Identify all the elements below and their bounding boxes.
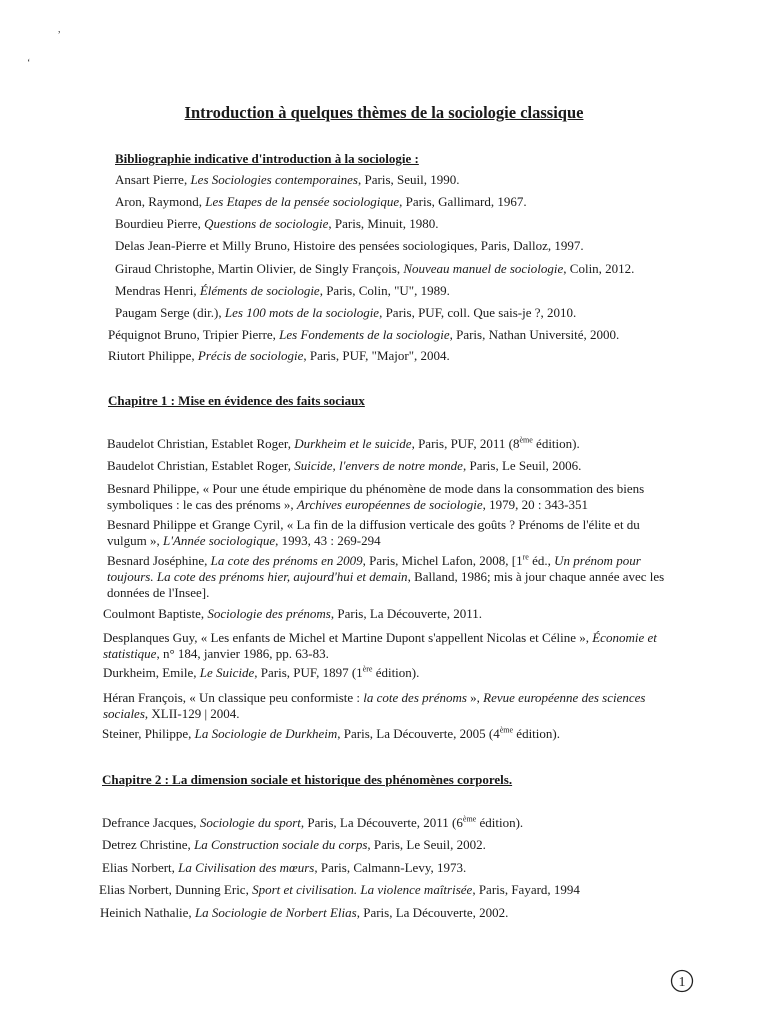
reference-text: Ansart Pierre,: [115, 172, 191, 187]
reference-text: Elias Norbert,: [102, 860, 179, 875]
reference-entry: [99, 882, 580, 898]
reference-entry: [102, 837, 486, 853]
reference-text: Defrance Jacques,: [102, 815, 200, 830]
reference-text: Besnard Joséphine,: [107, 553, 211, 568]
reference-title: Sociologie du sport: [199, 815, 301, 830]
reference-title: Sociologie des prénoms: [207, 606, 331, 621]
reference-text: Desplanques Guy, « Les enfants de Michel et Martine Dupont s'appellent Nicolas et Céline »,: [103, 630, 593, 645]
reference-text: Besnard Philippe et Grange Cyril, « La fin de la diffusion verticale des goûts ? Prénoms de l'élite et du vulgum »,: [107, 517, 640, 548]
reference-text: Giraud Christophe, Martin Olivier, de Singly François,: [115, 261, 404, 276]
reference-text: , Paris, Fayard, 1994: [472, 882, 580, 897]
reference-text: Durkheim, Emile,: [103, 665, 200, 680]
reference-entry: [107, 481, 668, 513]
reference-title: Économie et statistique: [103, 630, 657, 661]
reference-text: , n° 184, janvier 1986, pp. 63-83.: [156, 646, 329, 661]
reference-text: , Colin, 2012.: [563, 261, 635, 276]
reference-title: La Sociologie de Norbert Elias: [194, 905, 357, 920]
reference-text: Detrez Christine,: [102, 837, 195, 852]
reference-text: , Paris, Calmann-Levy, 1973.: [314, 860, 467, 875]
reference-text: , 1979, 20 : 343-351: [482, 497, 589, 512]
reference-text: Elias Norbert, Dunning Eric,: [99, 882, 253, 897]
reference-text: Bourdieu Pierre,: [115, 216, 205, 231]
reference-entry: [115, 194, 527, 210]
reference-text: édition).: [476, 815, 524, 830]
reference-text: , Paris, Nathan Université, 2000.: [449, 327, 620, 342]
reference-entry: [107, 458, 581, 474]
reference-entry: [107, 436, 580, 452]
page-number: [670, 969, 694, 993]
reference-title: Suicide, l'envers de notre monde: [294, 458, 463, 473]
reference-entry: [107, 517, 668, 549]
reference-title: Questions de sociologie: [204, 216, 329, 231]
reference-title: Précis de sociologie: [197, 348, 304, 363]
scan-mark: ‘: [27, 58, 31, 69]
reference-title: Sport et civilisation. La violence maîtrisée: [252, 882, 473, 897]
reference-text: édition).: [513, 726, 560, 741]
page-title: Introduction à quelques thèmes de la sociologie classique: [184, 103, 584, 122]
reference-entry: [100, 905, 508, 921]
reference-text: , Paris, La Découverte, 2005 (4: [337, 726, 500, 741]
reference-entry: [115, 305, 576, 321]
reference-title: Le Suicide: [199, 665, 255, 680]
reference-title: Nouveau manuel de sociologie: [403, 261, 564, 276]
reference-text: Delas Jean-Pierre et Milly Bruno, Histoire des pensées sociologiques, Paris, Dalloz, 1997.: [115, 238, 584, 253]
reference-text: , Paris, La Découverte, 2002.: [356, 905, 509, 920]
reference-entry: [107, 553, 668, 601]
reference-text: éd.,: [528, 553, 555, 568]
reference-entry: [102, 726, 560, 742]
reference-text: Besnard Philippe, « Pour une étude empirique du phénomène de mode dans la consommation des biens symboliques : le cas des prénoms »,: [107, 481, 645, 512]
reference-entry: [102, 860, 466, 876]
reference-text: , Paris, Minuit, 1980.: [328, 216, 439, 231]
reference-text: Héran François, « Un classique peu conformiste :: [103, 690, 364, 705]
reference-title: La cote des prénoms en 2009: [210, 553, 363, 568]
reference-entry: [115, 172, 459, 188]
reference-title: Éléments de sociologie: [199, 283, 320, 298]
chapter1-heading: Chapitre 1 : Mise en évidence des faits sociaux: [108, 393, 365, 408]
reference-text: , Paris, La Découverte, 2011.: [330, 606, 482, 621]
reference-text: , Paris, PUF, 1897 (1: [254, 665, 363, 680]
reference-text: Coulmont Baptiste,: [103, 606, 208, 621]
reference-title: Revue européenne des sciences sociales: [103, 690, 646, 721]
reference-text: Mendras Henri,: [115, 283, 200, 298]
reference-text: , Paris, La Découverte, 2011 (6: [300, 815, 463, 830]
reference-title: La Sociologie de Durkheim: [194, 726, 338, 741]
reference-text: , XLII-129 | 2004.: [144, 706, 240, 721]
reference-entry: [103, 665, 419, 681]
reference-title: la cote des prénoms: [363, 690, 467, 705]
reference-entry: [108, 348, 450, 364]
reference-entry: [108, 327, 619, 343]
reference-entry: [115, 283, 450, 299]
chapter2-heading: Chapitre 2 : La dimension sociale et historique des phénomènes corporels.: [102, 772, 513, 787]
reference-text: , Paris, Seuil, 1990.: [358, 172, 460, 187]
ordinal-suffix: ème: [462, 814, 477, 824]
reference-text: , Balland, 1986; mis à jour chaque année avec les données de l'Insee].: [107, 569, 665, 600]
reference-text: Steiner, Philippe,: [102, 726, 195, 741]
reference-text: Paugam Serge (dir.),: [115, 305, 225, 320]
reference-text: , Paris, PUF, "Major", 2004.: [303, 348, 450, 363]
reference-text: , Paris, Gallimard, 1967.: [399, 194, 527, 209]
reference-text: , 1993, 43 : 269-294: [275, 533, 381, 548]
reference-title: Un prénom pour toujours. La cote des prénoms hier, aujourd'hui et demain: [107, 553, 641, 584]
reference-text: , Paris, Colin, "U", 1989.: [319, 283, 450, 298]
reference-title: Les Sociologies contemporaines: [190, 172, 358, 187]
reference-entry: [103, 690, 668, 722]
ordinal-suffix: ème: [499, 725, 514, 735]
reference-title: Archives européennes de sociologie: [296, 497, 483, 512]
reference-text: Baudelot Christian, Establet Roger,: [107, 458, 295, 473]
reference-text: , Paris, Le Seuil, 2006.: [462, 458, 582, 473]
reference-text: Riutort Philippe,: [108, 348, 198, 363]
reference-text: , Paris, Michel Lafon, 2008, [1: [362, 553, 523, 568]
reference-title: Durkheim et le suicide: [294, 436, 412, 451]
reference-text: , Paris, PUF, 2011 (8: [411, 436, 520, 451]
reference-text: Péquignot Bruno, Tripier Pierre,: [108, 327, 280, 342]
reference-text: , Paris, Le Seuil, 2002.: [367, 837, 486, 852]
reference-title: L'Année sociologique: [162, 533, 276, 548]
reference-title: La Civilisation des mœurs: [178, 860, 315, 875]
reference-text: édition).: [372, 665, 420, 680]
reference-entry: [103, 630, 668, 662]
ordinal-suffix: ère: [362, 664, 373, 674]
reference-title: Les Fondements de la sociologie: [279, 327, 450, 342]
ordinal-suffix: ème: [519, 435, 533, 445]
reference-text: Heinich Nathalie,: [100, 905, 195, 920]
reference-title: La Construction sociale du corps: [194, 837, 368, 852]
reference-entry: [115, 261, 634, 277]
scan-mark: ,: [58, 24, 61, 35]
page-number-text: 1: [678, 975, 686, 990]
reference-entry: [103, 606, 482, 622]
reference-title: Les 100 mots de la sociologie: [224, 305, 380, 320]
reference-text: Baudelot Christian, Establet Roger,: [107, 436, 295, 451]
reference-entry: [102, 815, 523, 831]
bibliography-heading: Bibliographie indicative d'introduction à la sociologie :: [115, 151, 419, 166]
reference-text: édition).: [532, 436, 580, 451]
ordinal-suffix: re: [522, 552, 529, 562]
reference-text: Aron, Raymond,: [115, 194, 206, 209]
reference-text: »,: [466, 690, 484, 705]
reference-entry: [115, 238, 584, 254]
reference-entry: [115, 216, 439, 232]
reference-title: Les Etapes de la pensée sociologique: [205, 194, 400, 209]
reference-text: , Paris, PUF, coll. Que sais-je ?, 2010.: [379, 305, 577, 320]
